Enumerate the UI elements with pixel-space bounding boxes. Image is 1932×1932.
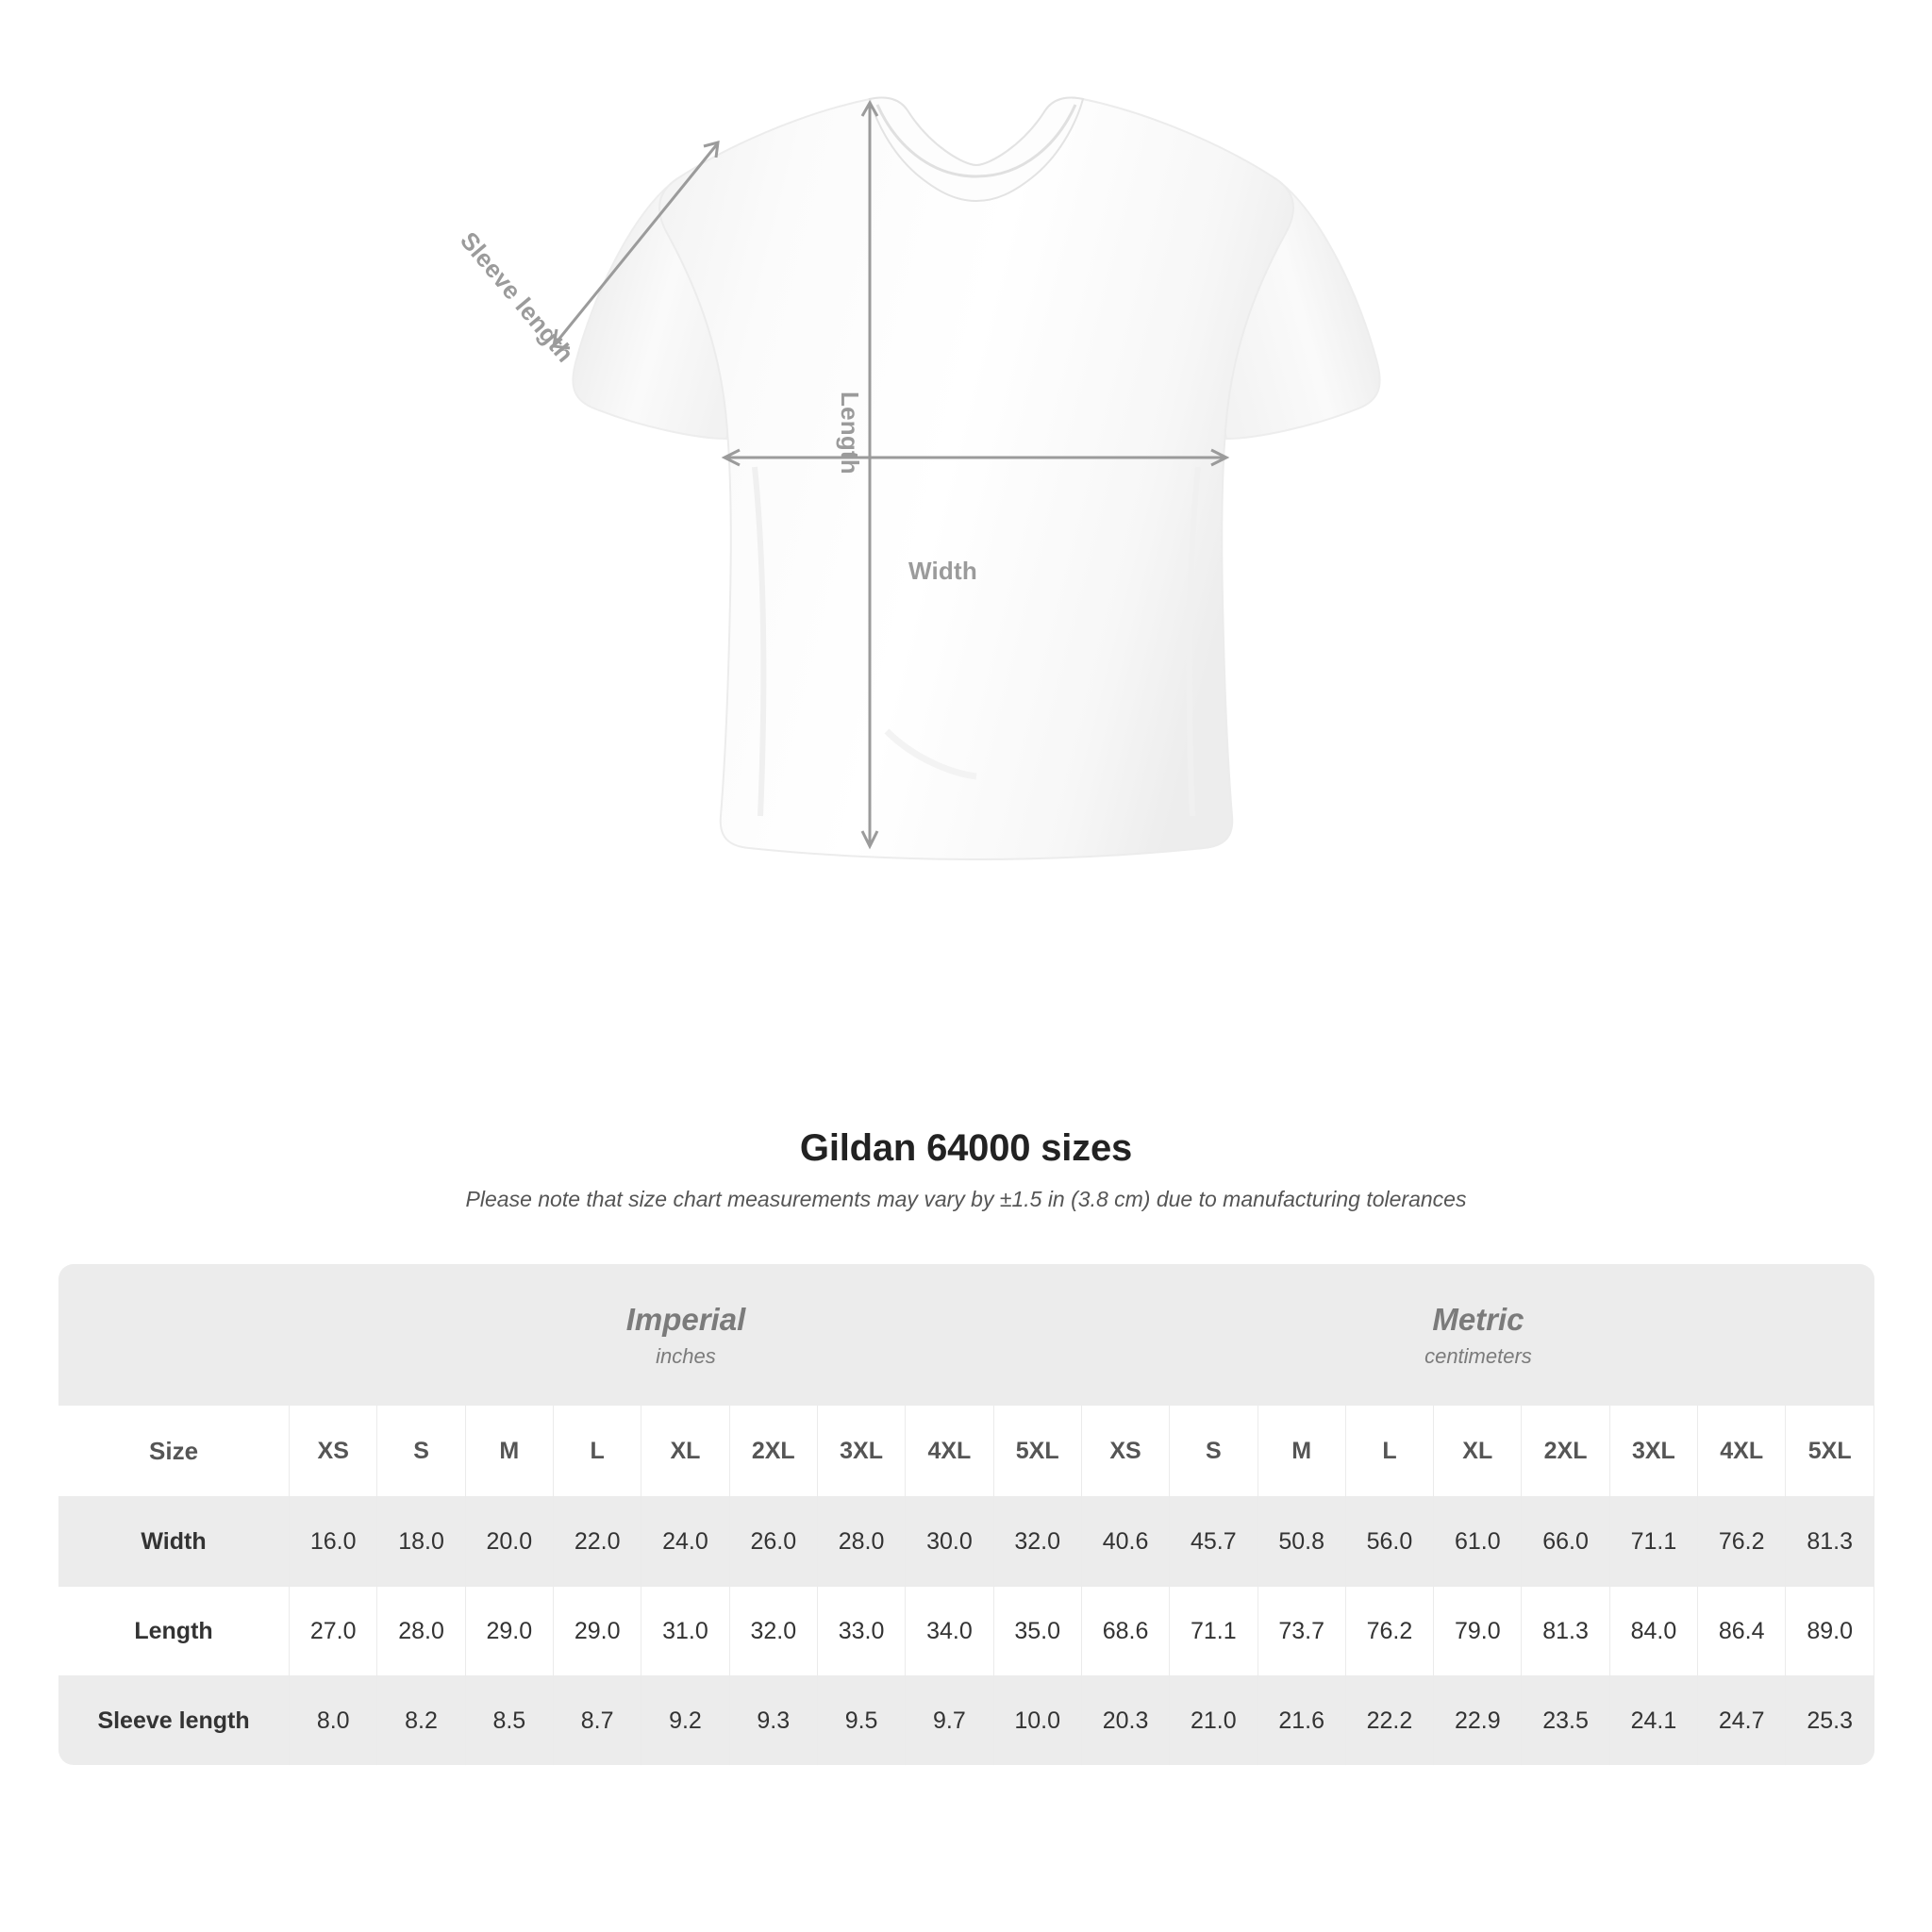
cell-width-12: 56.0	[1346, 1497, 1434, 1587]
cell-length-7: 34.0	[906, 1587, 993, 1676]
title-block	[0, 1127, 1932, 1212]
cell-width-13: 61.0	[1434, 1497, 1522, 1587]
cell-sleeve-15: 24.1	[1610, 1676, 1698, 1765]
size-header-2xl-imperial: 2XL	[730, 1406, 818, 1497]
size-header-5xl-metric: 5XL	[1786, 1406, 1874, 1497]
cell-sleeve-14: 23.5	[1522, 1676, 1609, 1765]
cell-width-4: 24.0	[641, 1497, 729, 1587]
cell-length-16: 86.4	[1698, 1587, 1786, 1676]
size-header-m-metric: M	[1258, 1406, 1346, 1497]
cell-width-6: 28.0	[818, 1497, 906, 1587]
cell-sleeve-5: 9.3	[730, 1676, 818, 1765]
unit-group-imperial-sub: inches	[656, 1343, 716, 1368]
size-header-s-metric: S	[1170, 1406, 1257, 1497]
cell-length-17: 89.0	[1786, 1587, 1874, 1676]
sleeve-length-dimension-label: Sleeve length	[455, 226, 580, 368]
cell-length-4: 31.0	[641, 1587, 729, 1676]
row-label-width: Width	[58, 1497, 290, 1587]
table-row	[58, 1587, 1874, 1676]
unit-group-imperial	[290, 1264, 1082, 1406]
row-label-sleeve-length: Sleeve length	[58, 1676, 290, 1765]
unit-header-row	[58, 1264, 1874, 1406]
size-header-4xl-metric: 4XL	[1698, 1406, 1786, 1497]
cell-width-2: 20.0	[466, 1497, 554, 1587]
cell-length-9: 68.6	[1082, 1587, 1170, 1676]
cell-length-12: 76.2	[1346, 1587, 1434, 1676]
cell-sleeve-10: 21.0	[1170, 1676, 1257, 1765]
cell-length-3: 29.0	[554, 1587, 641, 1676]
cell-sleeve-16: 24.7	[1698, 1676, 1786, 1765]
size-header-xl-imperial: XL	[641, 1406, 729, 1497]
cell-width-5: 26.0	[730, 1497, 818, 1587]
cell-sleeve-13: 22.9	[1434, 1676, 1522, 1765]
cell-length-1: 28.0	[377, 1587, 465, 1676]
table-row	[58, 1676, 1874, 1765]
cell-sleeve-12: 22.2	[1346, 1676, 1434, 1765]
cell-sleeve-7: 9.7	[906, 1676, 993, 1765]
cell-width-0: 16.0	[290, 1497, 377, 1587]
cell-length-5: 32.0	[730, 1587, 818, 1676]
cell-width-1: 18.0	[377, 1497, 465, 1587]
cell-sleeve-4: 9.2	[641, 1676, 729, 1765]
cell-width-17: 81.3	[1786, 1497, 1874, 1587]
cell-width-16: 76.2	[1698, 1497, 1786, 1587]
cell-width-11: 50.8	[1258, 1497, 1346, 1587]
size-header-xs-metric: XS	[1082, 1406, 1170, 1497]
size-header-3xl-imperial: 3XL	[818, 1406, 906, 1497]
size-header-s-imperial: S	[377, 1406, 465, 1497]
cell-length-8: 35.0	[994, 1587, 1082, 1676]
cell-sleeve-8: 10.0	[994, 1676, 1082, 1765]
cell-width-3: 22.0	[554, 1497, 641, 1587]
size-header-xl-metric: XL	[1434, 1406, 1522, 1497]
cell-length-14: 81.3	[1522, 1587, 1609, 1676]
unit-group-metric-label: Metric	[1432, 1302, 1524, 1338]
cell-sleeve-3: 8.7	[554, 1676, 641, 1765]
cell-length-6: 33.0	[818, 1587, 906, 1676]
unit-group-imperial-label: Imperial	[625, 1302, 746, 1338]
cell-sleeve-1: 8.2	[377, 1676, 465, 1765]
cell-length-13: 79.0	[1434, 1587, 1522, 1676]
unit-group-metric-sub: centimeters	[1424, 1343, 1532, 1368]
cell-width-14: 66.0	[1522, 1497, 1609, 1587]
size-header-4xl-imperial: 4XL	[906, 1406, 993, 1497]
cell-sleeve-2: 8.5	[466, 1676, 554, 1765]
cell-width-10: 45.7	[1170, 1497, 1257, 1587]
cell-width-9: 40.6	[1082, 1497, 1170, 1587]
table-row	[58, 1497, 1874, 1587]
cell-sleeve-9: 20.3	[1082, 1676, 1170, 1765]
cell-width-7: 30.0	[906, 1497, 993, 1587]
cell-sleeve-11: 21.6	[1258, 1676, 1346, 1765]
length-dimension-label: Length	[836, 391, 864, 475]
cell-length-11: 73.7	[1258, 1587, 1346, 1676]
tolerance-note: Please note that size chart measurements may vary by ±1.5 in (3.8 cm) due to manufacturing tolerances	[465, 1187, 1467, 1211]
size-table	[58, 1264, 1874, 1765]
size-header-row	[58, 1406, 1874, 1497]
size-header-l-imperial: L	[554, 1406, 641, 1497]
unit-group-metric	[1082, 1264, 1874, 1406]
cell-width-8: 32.0	[994, 1497, 1082, 1587]
cell-length-0: 27.0	[290, 1587, 377, 1676]
width-dimension-label: Width	[908, 557, 977, 585]
size-header-l-metric: L	[1346, 1406, 1434, 1497]
table-corner-cell	[58, 1264, 290, 1406]
cell-sleeve-17: 25.3	[1786, 1676, 1874, 1765]
cell-length-2: 29.0	[466, 1587, 554, 1676]
size-header-2xl-metric: 2XL	[1522, 1406, 1609, 1497]
size-header-xs-imperial: XS	[290, 1406, 377, 1497]
cell-sleeve-6: 9.5	[818, 1676, 906, 1765]
page-title: Gildan 64000 sizes	[799, 1127, 1133, 1169]
cell-length-15: 84.0	[1610, 1587, 1698, 1676]
size-header-label: Size	[58, 1406, 290, 1497]
cell-length-10: 71.1	[1170, 1587, 1257, 1676]
row-label-length: Length	[58, 1587, 290, 1676]
size-header-5xl-imperial: 5XL	[994, 1406, 1082, 1497]
size-header-m-imperial: M	[466, 1406, 554, 1497]
cell-width-15: 71.1	[1610, 1497, 1698, 1587]
size-header-3xl-metric: 3XL	[1610, 1406, 1698, 1497]
cell-sleeve-0: 8.0	[290, 1676, 377, 1765]
